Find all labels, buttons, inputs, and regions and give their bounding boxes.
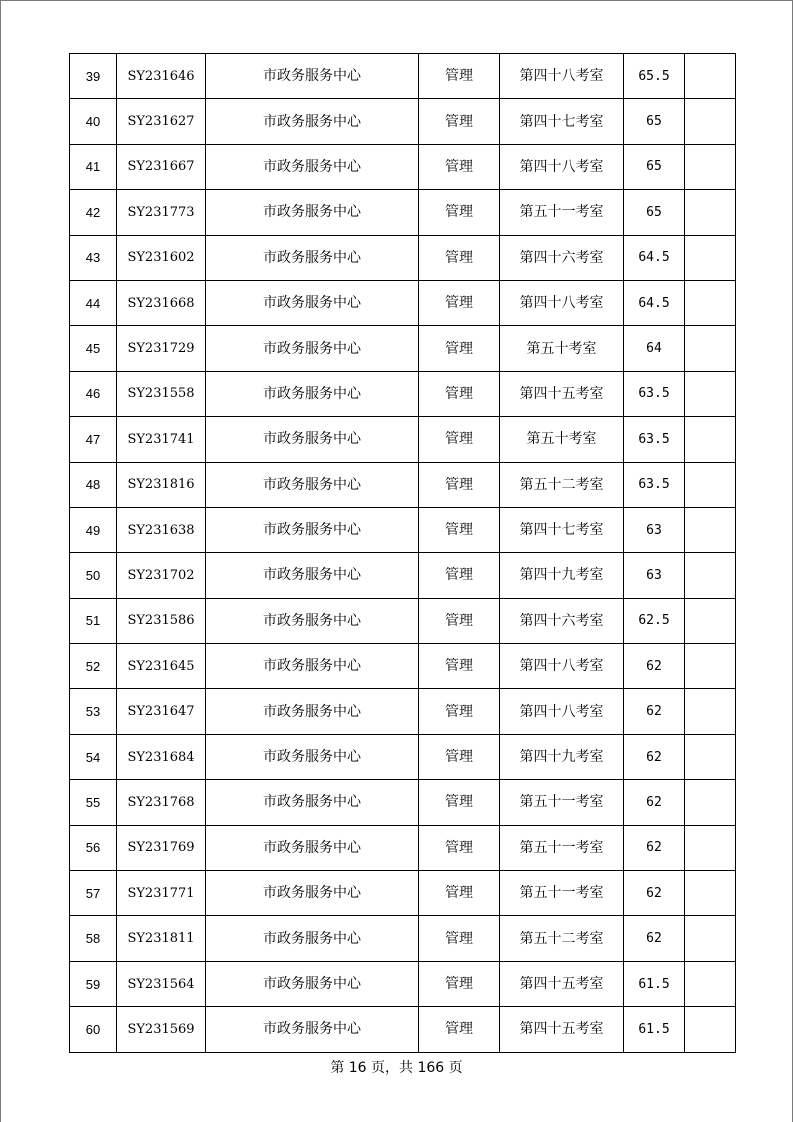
cell-candidate-id: SY231769 <box>117 825 206 870</box>
cell-score: 61.5 <box>624 1007 685 1052</box>
cell-unit: 市政务服务中心 <box>206 417 419 462</box>
cell-note <box>685 280 736 325</box>
cell-note <box>685 144 736 189</box>
cell-unit: 市政务服务中心 <box>206 644 419 689</box>
cell-candidate-id: SY231773 <box>117 190 206 235</box>
cell-note <box>685 326 736 371</box>
table-row <box>70 371 736 416</box>
cell-unit: 市政务服务中心 <box>206 825 419 870</box>
cell-unit: 市政务服务中心 <box>206 598 419 643</box>
cell-score: 65 <box>624 99 685 144</box>
cell-position: 管理 <box>419 507 500 552</box>
cell-unit: 市政务服务中心 <box>206 553 419 598</box>
cell-sequence-number: 44 <box>70 280 117 325</box>
page-footer: 第 16 页，共 166 页 <box>330 1060 463 1076</box>
cell-candidate-id: SY231741 <box>117 417 206 462</box>
cell-sequence-number: 49 <box>70 507 117 552</box>
page-border-left <box>0 0 1 1122</box>
cell-unit: 市政务服务中心 <box>206 916 419 961</box>
table-row <box>70 235 736 280</box>
cell-exam-room: 第四十八考室 <box>500 644 624 689</box>
table-row <box>70 507 736 552</box>
cell-sequence-number: 52 <box>70 644 117 689</box>
cell-sequence-number: 47 <box>70 417 117 462</box>
cell-exam-room: 第四十八考室 <box>500 144 624 189</box>
cell-position: 管理 <box>419 99 500 144</box>
cell-score: 64.5 <box>624 280 685 325</box>
cell-exam-room: 第五十二考室 <box>500 916 624 961</box>
cell-sequence-number: 51 <box>70 598 117 643</box>
cell-exam-room: 第五十二考室 <box>500 462 624 507</box>
cell-note <box>685 734 736 779</box>
cell-exam-room: 第四十七考室 <box>500 99 624 144</box>
cell-sequence-number: 45 <box>70 326 117 371</box>
cell-candidate-id: SY231564 <box>117 961 206 1006</box>
cell-exam-room: 第四十五考室 <box>500 961 624 1006</box>
cell-position: 管理 <box>419 734 500 779</box>
cell-unit: 市政务服务中心 <box>206 689 419 734</box>
cell-sequence-number: 57 <box>70 871 117 916</box>
table-row <box>70 417 736 462</box>
cell-score: 65.5 <box>624 54 685 99</box>
cell-exam-room: 第五十一考室 <box>500 780 624 825</box>
table-row <box>70 961 736 1006</box>
cell-position: 管理 <box>419 417 500 462</box>
cell-position: 管理 <box>419 235 500 280</box>
cell-position: 管理 <box>419 1007 500 1052</box>
cell-exam-room: 第五十考室 <box>500 326 624 371</box>
cell-note <box>685 961 736 1006</box>
cell-unit: 市政务服务中心 <box>206 280 419 325</box>
cell-score: 62 <box>624 689 685 734</box>
cell-note <box>685 235 736 280</box>
table-row <box>70 553 736 598</box>
table-row <box>70 326 736 371</box>
results-table-body <box>70 54 736 1053</box>
cell-exam-room: 第四十五考室 <box>500 1007 624 1052</box>
cell-unit: 市政务服务中心 <box>206 462 419 507</box>
cell-position: 管理 <box>419 54 500 99</box>
cell-note <box>685 553 736 598</box>
cell-score: 63 <box>624 553 685 598</box>
cell-note <box>685 916 736 961</box>
cell-candidate-id: SY231586 <box>117 598 206 643</box>
cell-sequence-number: 41 <box>70 144 117 189</box>
cell-sequence-number: 42 <box>70 190 117 235</box>
cell-score: 63 <box>624 507 685 552</box>
table-row <box>70 54 736 99</box>
cell-note <box>685 54 736 99</box>
cell-position: 管理 <box>419 598 500 643</box>
cell-position: 管理 <box>419 553 500 598</box>
cell-position: 管理 <box>419 280 500 325</box>
cell-candidate-id: SY231771 <box>117 871 206 916</box>
cell-position: 管理 <box>419 144 500 189</box>
cell-exam-room: 第四十六考室 <box>500 598 624 643</box>
cell-position: 管理 <box>419 190 500 235</box>
cell-note <box>685 99 736 144</box>
cell-candidate-id: SY231645 <box>117 644 206 689</box>
results-table <box>69 53 736 1053</box>
cell-candidate-id: SY231729 <box>117 326 206 371</box>
cell-candidate-id: SY231668 <box>117 280 206 325</box>
cell-position: 管理 <box>419 871 500 916</box>
cell-unit: 市政务服务中心 <box>206 190 419 235</box>
cell-position: 管理 <box>419 825 500 870</box>
cell-unit: 市政务服务中心 <box>206 235 419 280</box>
cell-unit: 市政务服务中心 <box>206 961 419 1006</box>
cell-score: 62 <box>624 734 685 779</box>
cell-score: 63.5 <box>624 417 685 462</box>
table-row <box>70 780 736 825</box>
cell-score: 62 <box>624 780 685 825</box>
cell-sequence-number: 43 <box>70 235 117 280</box>
cell-exam-room: 第五十一考室 <box>500 190 624 235</box>
cell-position: 管理 <box>419 780 500 825</box>
cell-note <box>685 825 736 870</box>
cell-exam-room: 第四十八考室 <box>500 54 624 99</box>
cell-note <box>685 689 736 734</box>
cell-unit: 市政务服务中心 <box>206 326 419 371</box>
cell-exam-room: 第四十七考室 <box>500 507 624 552</box>
cell-exam-room: 第四十九考室 <box>500 734 624 779</box>
cell-unit: 市政务服务中心 <box>206 734 419 779</box>
cell-unit: 市政务服务中心 <box>206 54 419 99</box>
cell-position: 管理 <box>419 326 500 371</box>
table-row <box>70 144 736 189</box>
cell-note <box>685 462 736 507</box>
table-row <box>70 644 736 689</box>
cell-score: 62 <box>624 871 685 916</box>
cell-candidate-id: SY231602 <box>117 235 206 280</box>
cell-sequence-number: 50 <box>70 553 117 598</box>
cell-exam-room: 第四十八考室 <box>500 689 624 734</box>
cell-exam-room: 第四十五考室 <box>500 371 624 416</box>
cell-exam-room: 第四十九考室 <box>500 553 624 598</box>
cell-sequence-number: 54 <box>70 734 117 779</box>
table-row <box>70 598 736 643</box>
cell-candidate-id: SY231816 <box>117 462 206 507</box>
cell-note <box>685 1007 736 1052</box>
cell-exam-room: 第五十考室 <box>500 417 624 462</box>
cell-unit: 市政务服务中心 <box>206 371 419 416</box>
cell-score: 62.5 <box>624 598 685 643</box>
cell-position: 管理 <box>419 644 500 689</box>
cell-note <box>685 371 736 416</box>
table-row <box>70 825 736 870</box>
cell-sequence-number: 46 <box>70 371 117 416</box>
cell-score: 62 <box>624 916 685 961</box>
table-row <box>70 1007 736 1052</box>
cell-exam-room: 第五十一考室 <box>500 825 624 870</box>
cell-sequence-number: 60 <box>70 1007 117 1052</box>
cell-sequence-number: 48 <box>70 462 117 507</box>
cell-score: 63.5 <box>624 371 685 416</box>
cell-note <box>685 190 736 235</box>
cell-sequence-number: 59 <box>70 961 117 1006</box>
cell-candidate-id: SY231811 <box>117 916 206 961</box>
cell-sequence-number: 58 <box>70 916 117 961</box>
cell-candidate-id: SY231627 <box>117 99 206 144</box>
cell-position: 管理 <box>419 916 500 961</box>
cell-score: 62 <box>624 825 685 870</box>
cell-unit: 市政务服务中心 <box>206 507 419 552</box>
cell-position: 管理 <box>419 462 500 507</box>
table-row <box>70 462 736 507</box>
cell-candidate-id: SY231667 <box>117 144 206 189</box>
cell-score: 65 <box>624 144 685 189</box>
cell-sequence-number: 55 <box>70 780 117 825</box>
cell-score: 65 <box>624 190 685 235</box>
cell-candidate-id: SY231684 <box>117 734 206 779</box>
table-row <box>70 734 736 779</box>
page-border-top <box>0 0 793 1</box>
cell-sequence-number: 56 <box>70 825 117 870</box>
table-row <box>70 280 736 325</box>
cell-note <box>685 507 736 552</box>
cell-note <box>685 871 736 916</box>
cell-exam-room: 第四十八考室 <box>500 280 624 325</box>
cell-sequence-number: 40 <box>70 99 117 144</box>
cell-candidate-id: SY231646 <box>117 54 206 99</box>
cell-unit: 市政务服务中心 <box>206 144 419 189</box>
cell-score: 64.5 <box>624 235 685 280</box>
table-row <box>70 871 736 916</box>
cell-score: 64 <box>624 326 685 371</box>
cell-unit: 市政务服务中心 <box>206 99 419 144</box>
cell-unit: 市政务服务中心 <box>206 780 419 825</box>
cell-sequence-number: 39 <box>70 54 117 99</box>
cell-candidate-id: SY231647 <box>117 689 206 734</box>
cell-candidate-id: SY231569 <box>117 1007 206 1052</box>
cell-position: 管理 <box>419 961 500 1006</box>
cell-sequence-number: 53 <box>70 689 117 734</box>
cell-unit: 市政务服务中心 <box>206 1007 419 1052</box>
cell-unit: 市政务服务中心 <box>206 871 419 916</box>
cell-position: 管理 <box>419 689 500 734</box>
cell-candidate-id: SY231702 <box>117 553 206 598</box>
cell-note <box>685 644 736 689</box>
cell-score: 62 <box>624 644 685 689</box>
table-row <box>70 190 736 235</box>
cell-note <box>685 417 736 462</box>
cell-score: 63.5 <box>624 462 685 507</box>
cell-note <box>685 598 736 643</box>
cell-position: 管理 <box>419 371 500 416</box>
table-row <box>70 99 736 144</box>
cell-candidate-id: SY231558 <box>117 371 206 416</box>
cell-score: 61.5 <box>624 961 685 1006</box>
cell-note <box>685 780 736 825</box>
table-row <box>70 689 736 734</box>
table-row <box>70 916 736 961</box>
cell-exam-room: 第五十一考室 <box>500 871 624 916</box>
cell-exam-room: 第四十六考室 <box>500 235 624 280</box>
cell-candidate-id: SY231768 <box>117 780 206 825</box>
cell-candidate-id: SY231638 <box>117 507 206 552</box>
